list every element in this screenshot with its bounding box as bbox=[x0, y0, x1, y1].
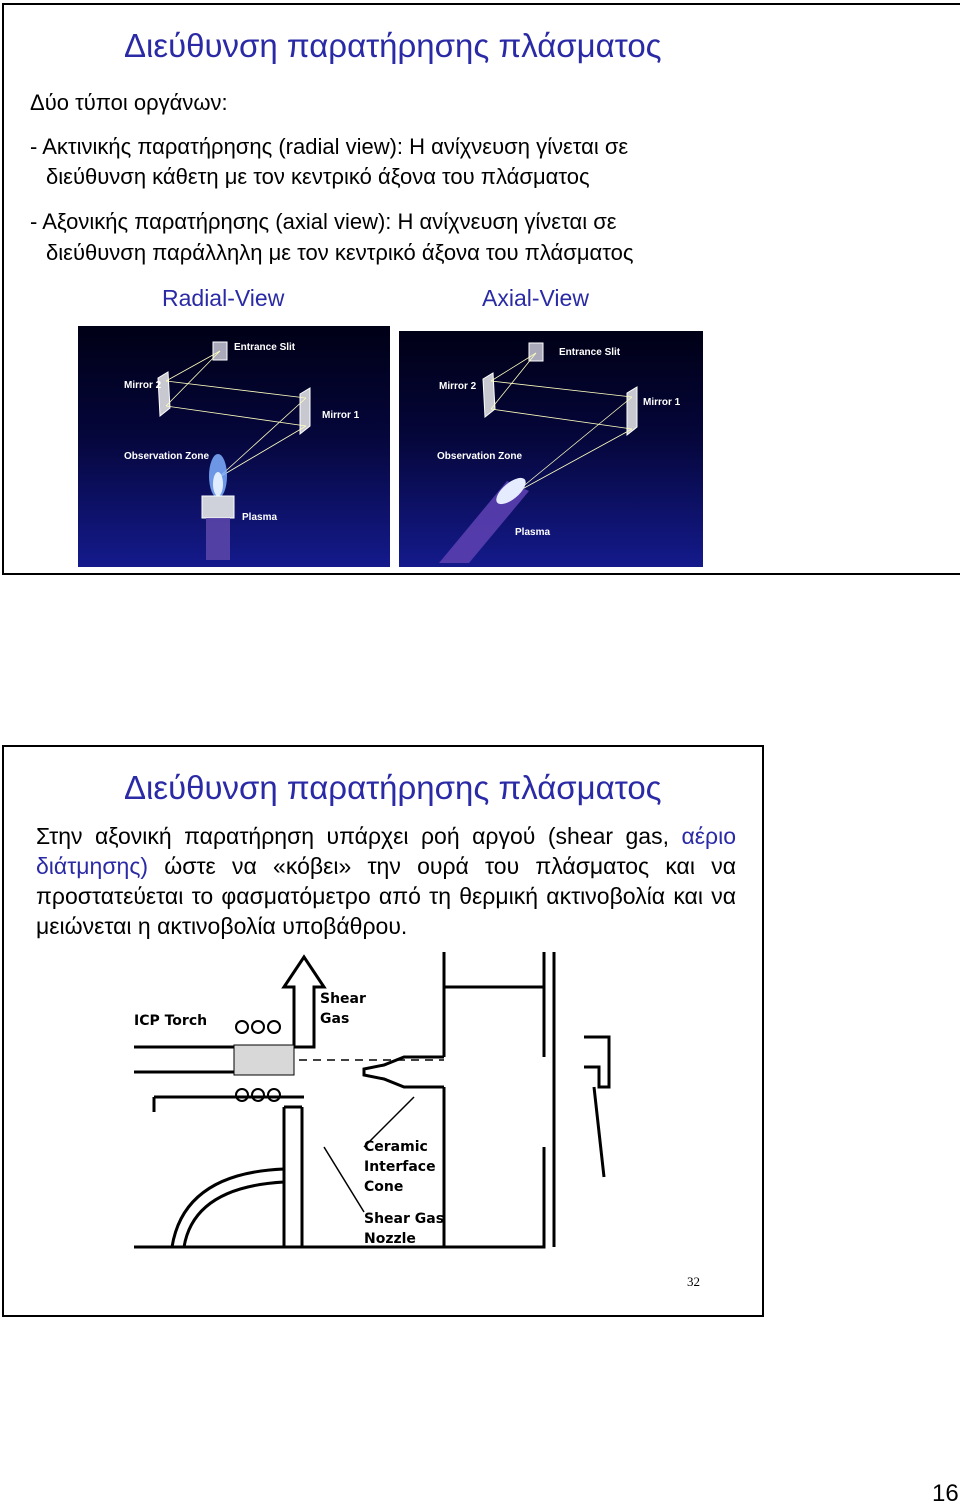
entrance-slit-label: Entrance Slit bbox=[234, 342, 296, 353]
bullet-axial-line1: - Αξονικής παρατήρησης (axial view): Η ανίχνευση γίνεται σε bbox=[30, 209, 617, 234]
mirror-1-label: Mirror 1 bbox=[322, 410, 360, 421]
bullet-axial-line2: διεύθυνση παράλληλη με τον κεντρικό άξονα του πλάσματος bbox=[46, 240, 634, 265]
slide-1 bbox=[2, 3, 960, 575]
observation-zone-label: Observation Zone bbox=[124, 451, 210, 462]
ceramic-label-2: Interface bbox=[364, 1159, 436, 1175]
radial-view-label: Radial-View bbox=[162, 285, 285, 311]
bullet-radial-line1: - Ακτινικής παρατήρησης (radial view): Η ανίχνευση γίνεται σε bbox=[30, 134, 629, 159]
observation-zone-label: Observation Zone bbox=[437, 451, 523, 462]
shear-gas-label-2: Gas bbox=[320, 1011, 350, 1027]
radial-view-diagram bbox=[78, 326, 390, 567]
paragraph-part-2: ώστε να «κόβει» την ουρά του πλάσματος και να προστατεύεται το φασματόμετρο από τη θερμική ακτινοβολία και να μειώνεται η ακτινοβολία υποβάθρου. bbox=[36, 853, 736, 939]
plasma-label: Plasma bbox=[242, 512, 278, 523]
icp-torch-label: ICP Torch bbox=[134, 1013, 208, 1029]
slide-number: 32 bbox=[687, 1274, 700, 1289]
paragraph-highlight: αέριο διάτμησης) bbox=[36, 823, 736, 879]
nozzle-label-2: Nozzle bbox=[364, 1231, 416, 1247]
shear-gas-interface-figure bbox=[124, 947, 684, 1307]
torch-shape bbox=[202, 496, 234, 518]
axial-view-diagram bbox=[399, 331, 703, 567]
plasma-region-shape bbox=[234, 1045, 294, 1075]
mirror-2-shape bbox=[158, 372, 170, 416]
slide-1-title: Διεύθυνση παρατήρησης πλάσματος bbox=[124, 27, 662, 64]
mirror-2-label: Mirror 2 bbox=[124, 380, 162, 391]
shear-gas-paragraph bbox=[36, 821, 736, 941]
plasma-label: Plasma bbox=[515, 527, 551, 538]
page-number: 16 bbox=[932, 1480, 959, 1507]
bullet-radial-line2: διεύθυνση κάθετη με τον κεντρικό άξονα του πλάσματος bbox=[46, 164, 590, 189]
mirror-2-label: Mirror 2 bbox=[439, 381, 477, 392]
nozzle-label-1: Shear Gas bbox=[364, 1211, 445, 1227]
paragraph-part-1: Στην αξονική παρατήρηση υπάρχει ροή αργού (shear gas, bbox=[36, 823, 682, 849]
ceramic-label-1: Ceramic bbox=[364, 1139, 428, 1155]
shear-gas-label-1: Shear bbox=[320, 991, 366, 1007]
axial-view-label: Axial-View bbox=[482, 285, 589, 311]
mirror-1-label: Mirror 1 bbox=[643, 397, 681, 408]
slide-2 bbox=[2, 745, 764, 1317]
mirror-1-shape bbox=[300, 388, 310, 434]
slide-2-title: Διεύθυνση παρατήρησης πλάσματος bbox=[124, 769, 662, 806]
entrance-slit-shape bbox=[529, 343, 543, 361]
shear-gas-arrow-shape bbox=[284, 957, 324, 1047]
mirror-1-shape bbox=[627, 387, 637, 435]
entrance-slit-label: Entrance Slit bbox=[559, 347, 621, 358]
ceramic-label-3: Cone bbox=[364, 1179, 404, 1195]
intro-text: Δύο τύποι οργάνων: bbox=[30, 90, 228, 115]
